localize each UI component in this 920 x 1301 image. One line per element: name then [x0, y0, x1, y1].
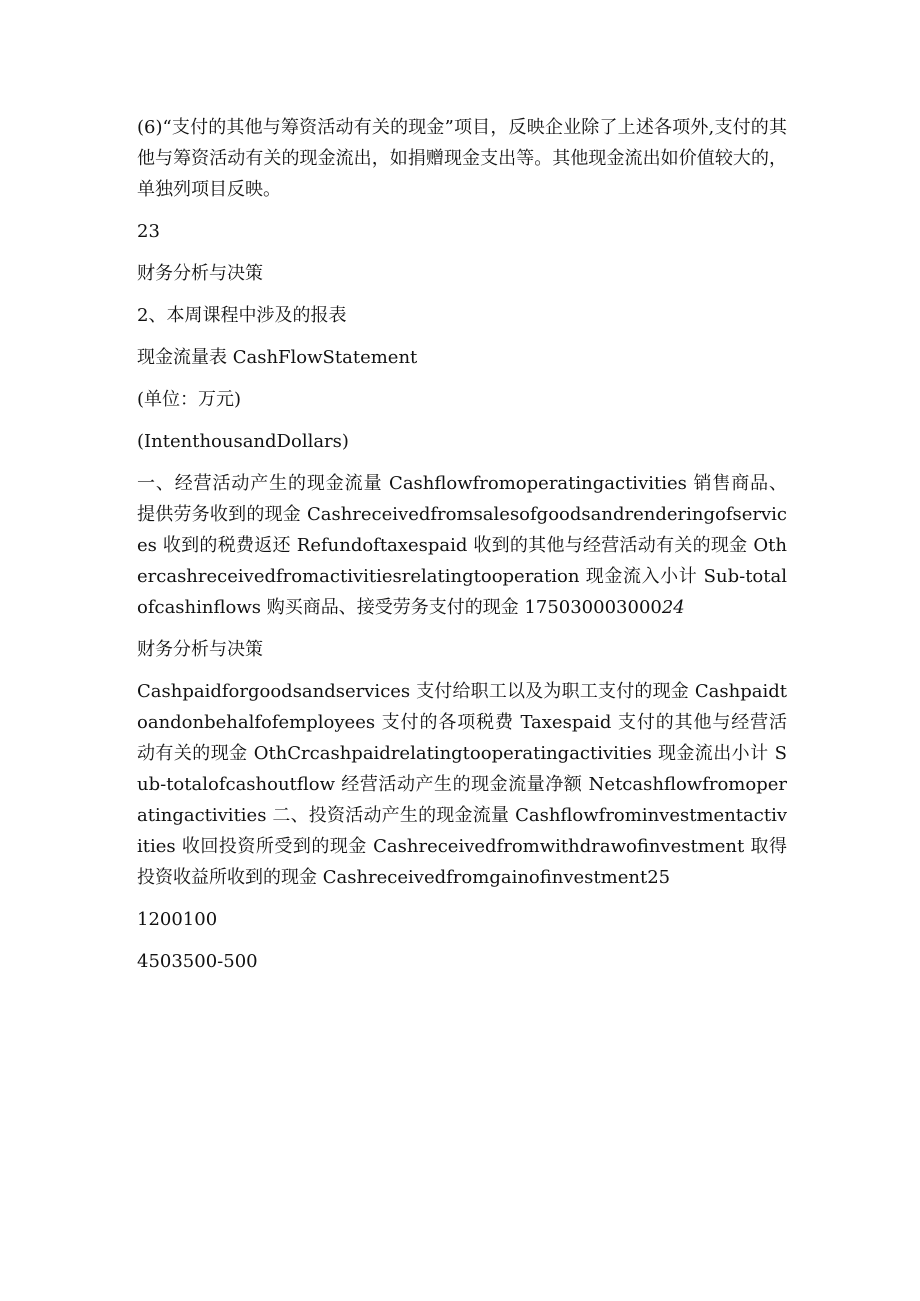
- section-title: 2、本周课程中涉及的报表: [137, 305, 347, 326]
- page-number-23: 23: [137, 221, 160, 242]
- paragraph-operating-text: 一、经营活动产生的现金流量 Cashflowfromoperatingactivities 销售商品、提供劳务收到的现金 Cashreceivedfromsalesofgoodsandrenderingofservices 收到的税费返还 Refundoftaxespaid 收到的其他与经营活动有关的现金 Othercashreceivedfromactivitiesrelatingtooperation 现金流入小计 Sub-totalofcashinflows 购买商品、接受劳务支付的现金 175030003000: [137, 473, 787, 618]
- page-number-24: 24: [661, 597, 685, 618]
- document-page: [137, 112, 787, 988]
- running-header: 财务分析与决策: [137, 263, 263, 284]
- paragraph-operating-activities: [137, 468, 787, 623]
- paragraph-cash-paid-investment: Cashpaidforgoodsandservices 支付给职工以及为职工支付的现金 Cashpaidtoandonbehalfofemployees 支付的各项税费 Taxespaid 支付的其他与经营活动有关的现金 OthCrcashpaidrelatingtooperatingactivities 现金流出小计 Sub-totalofcashoutflow 经营活动产生的现金流量净额 Netcashflowfromoperatingactivities 二、投资活动产生的现金流量 Cashflowfrominvestmentactivities 收回投资所受到的现金 Cashreceivedfromwithdrawofinvestment 取得投资收益所收到的现金 Cashreceivedfromgainofinvestment25: [137, 681, 787, 888]
- unit-label-cn: (单位：万元): [137, 389, 242, 410]
- numbers-line-1: 1200100: [137, 909, 218, 930]
- numbers-line-2: 4503500-500: [137, 951, 258, 972]
- statement-title: 现金流量表 CashFlowStatement: [137, 347, 418, 368]
- unit-label-en: (IntenthousandDollars): [137, 431, 349, 452]
- running-header-2: 财务分析与决策: [137, 639, 263, 660]
- paragraph-financing-other-cash: (6)“支付的其他与筹资活动有关的现金”项目，反映企业除了上述各项外,支付的其他与筹资活动有关的现金流出，如捐赠现金支出等。其他现金流出如价值较大的，单独列项目反映。: [137, 117, 787, 200]
